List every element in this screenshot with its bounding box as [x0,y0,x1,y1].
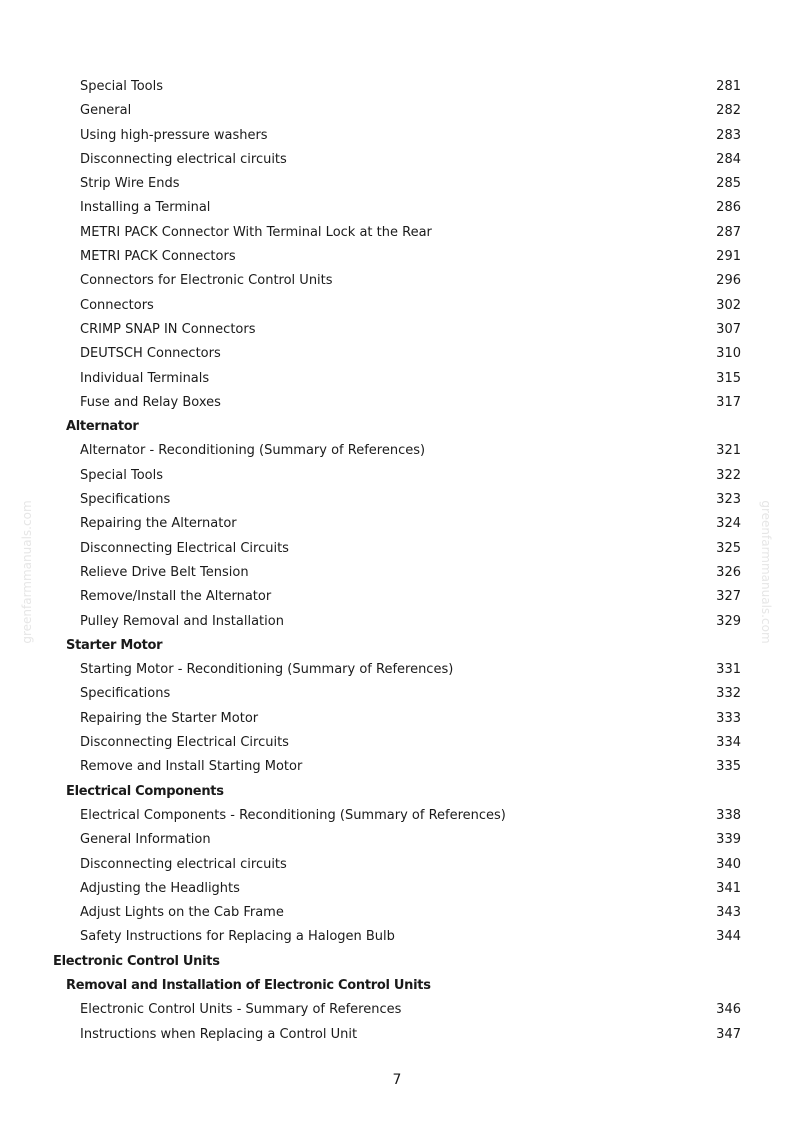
toc-entry-page: 315 [716,370,741,386]
toc-entry-title: Special Tools [80,467,163,483]
toc-entry-page: 329 [716,613,741,629]
toc-entry-page: 325 [716,540,741,556]
watermark-left: greenfarmmanuals.com [20,500,34,644]
toc-entry-title: Disconnecting electrical circuits [80,151,287,167]
page-number: 7 [392,1072,402,1088]
toc-entry-page: 310 [716,346,741,362]
toc-entry-title: Disconnecting electrical circuits [80,856,287,872]
toc-entry-title: Specifications [80,492,171,508]
toc-entry[interactable] [0,925,794,949]
toc-entry-title: Repairing the Starter Motor [80,710,259,726]
toc-entry-page: 322 [716,467,741,483]
toc-entry[interactable] [0,221,794,245]
toc-entry[interactable] [0,245,794,269]
toc-entry-page: 281 [716,79,741,94]
toc-heading[interactable] [0,415,794,439]
toc-entry-title: Electronic Control Units - Summary of References [80,1002,402,1018]
toc-entry[interactable] [0,537,794,561]
toc-entry-page: 346 [716,1002,741,1018]
toc-entry[interactable] [0,75,794,99]
table-of-contents [0,75,794,1047]
toc-entry[interactable] [0,877,794,901]
toc-entry[interactable] [0,99,794,123]
toc-entry-page: 324 [716,516,741,532]
toc-entry[interactable] [0,439,794,463]
toc-entry[interactable] [0,488,794,512]
toc-entry-title: Connectors [80,297,154,313]
toc-entry[interactable] [0,998,794,1022]
toc-entry-page: 344 [716,929,741,945]
toc-entry-title: Disconnecting Electrical Circuits [80,540,289,556]
toc-entry-page: 302 [716,297,741,313]
toc-entry-title: Safety Instructions for Replacing a Halogen Bulb [80,929,395,945]
toc-entry-title: Pulley Removal and Installation [80,613,284,629]
toc-entry-page: 341 [716,880,741,896]
toc-entry-title: METRI PACK Connector With Terminal Lock at the Rear [80,224,432,240]
toc-entry-title: Electrical Components [66,783,224,799]
toc-entry-page: 282 [716,103,741,119]
toc-entry-title: Adjust Lights on the Cab Frame [80,905,284,921]
toc-entry-title: DEUTSCH Connectors [80,346,221,362]
toc-entry-title: CRIMP SNAP IN Connectors [80,321,256,337]
toc-entry[interactable] [0,294,794,318]
toc-entry-page: 285 [716,176,741,192]
toc-heading[interactable] [0,950,794,974]
toc-entry-page: 296 [716,273,741,289]
toc-entry-title: Starter Motor [66,637,163,653]
toc-entry-title: Remove/Install the Alternator [80,589,272,605]
toc-entry[interactable] [0,1023,794,1047]
toc-entry-page: 326 [716,564,741,580]
toc-entry-title: Connectors for Electronic Control Units [80,273,333,289]
toc-entry-title: Removal and Installation of Electronic Control Units [66,977,431,993]
toc-entry-title: Remove and Install Starting Motor [80,759,303,775]
toc-entry[interactable] [0,561,794,585]
toc-heading[interactable] [0,780,794,804]
toc-entry[interactable] [0,342,794,366]
toc-entry-title: Repairing the Alternator [80,516,237,532]
toc-entry-page: 339 [716,832,741,848]
toc-entry-title: Electronic Control Units [53,953,220,969]
toc-entry-page: 327 [716,589,741,605]
toc-entry-title: Using high-pressure washers [80,127,268,143]
toc-entry[interactable] [0,731,794,755]
toc-entry[interactable] [0,464,794,488]
toc-entry-title: General [80,103,132,119]
toc-entry[interactable] [0,828,794,852]
toc-entry[interactable] [0,196,794,220]
toc-entry[interactable] [0,318,794,342]
toc-entry-page: 343 [716,905,741,921]
toc-entry[interactable] [0,172,794,196]
toc-entry-page: 340 [716,856,741,872]
toc-entry-title: METRI PACK Connectors [80,249,236,265]
toc-entry-title: Special Tools [80,79,163,94]
toc-entry-title: Fuse and Relay Boxes [80,394,221,410]
toc-entry-title: Adjusting the Headlights [80,880,240,896]
toc-entry-title: Relieve Drive Belt Tension [80,564,249,580]
toc-entry[interactable] [0,367,794,391]
watermark-right: greenfarmmanuals.com [759,500,773,644]
toc-entry[interactable] [0,585,794,609]
toc-entry-page: 283 [716,127,741,143]
toc-entry-title: Installing a Terminal [80,200,211,216]
toc-entry-page: 321 [716,443,741,459]
toc-entry[interactable] [0,610,794,634]
toc-entry-page: 291 [716,249,741,265]
toc-entry-title: General Information [80,832,211,848]
toc-entry-title: Electrical Components - Reconditioning (Summary of References) [80,807,506,823]
toc-entry-page: 332 [716,686,741,702]
toc-entry[interactable] [0,755,794,779]
toc-heading[interactable] [0,634,794,658]
toc-entry-page: 335 [716,759,741,775]
toc-entry-title: Starting Motor - Reconditioning (Summary of References) [80,662,454,678]
toc-heading[interactable] [0,974,794,998]
toc-entry[interactable] [0,124,794,148]
toc-entry-page: 287 [716,224,741,240]
toc-entry[interactable] [0,707,794,731]
toc-entry-page: 338 [716,807,741,823]
toc-entry-title: Specifications [80,686,171,702]
toc-entry-title: Strip Wire Ends [80,176,180,192]
toc-entry[interactable] [0,512,794,536]
toc-entry[interactable] [0,853,794,877]
toc-entry-title: Individual Terminals [80,370,210,386]
toc-entry-title: Instructions when Replacing a Control Unit [80,1026,358,1042]
toc-entry-page: 307 [716,321,741,337]
toc-entry-page: 317 [716,394,741,410]
toc-entry-page: 284 [716,151,741,167]
toc-entry-title: Alternator - Reconditioning (Summary of References) [80,443,426,459]
toc-entry[interactable] [0,148,794,172]
toc-entry[interactable] [0,804,794,828]
toc-entry-page: 286 [716,200,741,216]
toc-entry-page: 333 [716,710,741,726]
toc-entry-page: 323 [716,492,741,508]
toc-entry-title: Disconnecting Electrical Circuits [80,735,289,751]
toc-entry-page: 334 [716,735,741,751]
toc-entry[interactable] [0,658,794,682]
toc-entry-page: 331 [716,662,741,678]
toc-entry[interactable] [0,269,794,293]
toc-entry[interactable] [0,391,794,415]
toc-entry-page: 347 [716,1026,741,1042]
toc-entry[interactable] [0,682,794,706]
toc-entry-title: Alternator [66,419,139,435]
toc-entry[interactable] [0,901,794,925]
